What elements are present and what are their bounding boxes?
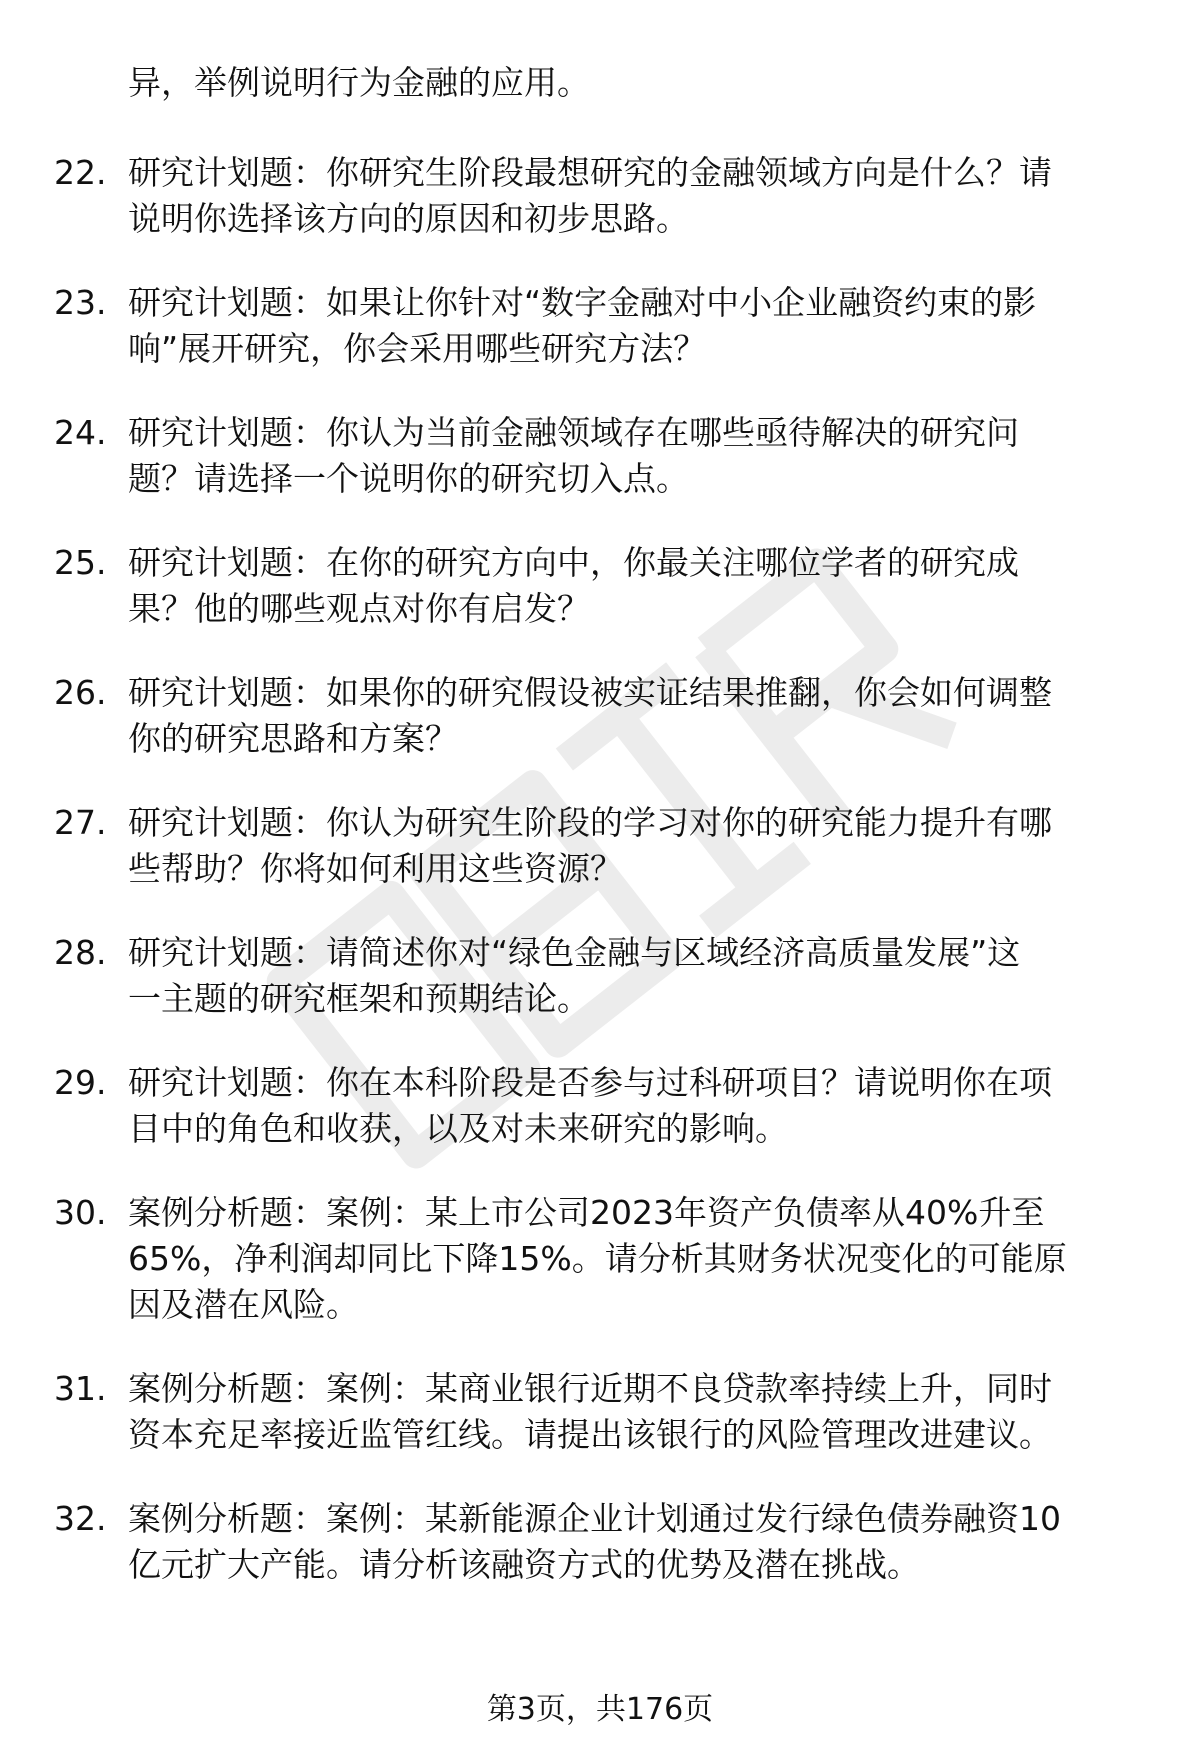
question-text [128, 930, 1138, 1022]
question-text [128, 1190, 1138, 1328]
question-item [0, 800, 1200, 892]
question-number: 25. [54, 543, 107, 582]
question-text-line: 因及潜在风险。 [128, 1285, 359, 1324]
question-item [0, 930, 1200, 1022]
question-text [128, 150, 1138, 242]
question-number: 27. [54, 803, 107, 842]
question-item [0, 1496, 1200, 1588]
question-number: 31. [54, 1369, 107, 1408]
question-text-line: 研究计划题：你在本科阶段是否参与过科研项目？请说明你在项 [128, 1063, 1052, 1102]
question-item [0, 410, 1200, 502]
question-text-line: 亿元扩大产能。请分析该融资方式的优势及潜在挑战。 [128, 1545, 920, 1584]
question-number: 26. [54, 673, 107, 712]
question-text-line: 研究计划题：如果让你针对“数字金融对中小企业融资约束的影 [128, 283, 1037, 322]
question-text-line: 你的研究思路和方案？ [128, 719, 458, 758]
question-text [128, 410, 1138, 502]
question-text-line: 案例分析题：案例：某新能源企业计划通过发行绿色债券融资10 [128, 1499, 1061, 1538]
question-text [128, 1060, 1138, 1152]
question-number: 28. [54, 933, 107, 972]
question-text-line: 资本充足率接近监管红线。请提出该银行的风险管理改进建议。 [128, 1415, 1052, 1454]
question-text-line: 65%，净利润却同比下降15%。请分析其财务状况变化的可能原 [128, 1239, 1067, 1278]
question-text [128, 280, 1138, 372]
question-text-line: 说明你选择该方向的原因和初步思路。 [128, 199, 689, 238]
question-item [0, 280, 1200, 372]
question-item [0, 1060, 1200, 1152]
question-item [0, 1366, 1200, 1458]
question-text [128, 540, 1138, 632]
question-item [0, 670, 1200, 762]
question-text-line: 响”展开研究，你会采用哪些研究方法？ [128, 329, 707, 368]
question-number: 22. [54, 153, 107, 192]
question-text-line: 研究计划题：你认为研究生阶段的学习对你的研究能力提升有哪 [128, 803, 1052, 842]
question-text-line: 研究计划题：在你的研究方向中，你最关注哪位学者的研究成 [128, 543, 1019, 582]
question-number: 30. [54, 1193, 107, 1232]
question-text [128, 800, 1138, 892]
question-item [0, 1190, 1200, 1328]
question-text-line: 题？请选择一个说明你的研究切入点。 [128, 459, 689, 498]
question-number: 29. [54, 1063, 107, 1102]
question-text-line: 研究计划题：如果你的研究假设被实证结果推翻，你会如何调整 [128, 673, 1052, 712]
question-item [0, 150, 1200, 242]
question-text-line: 目中的角色和收获，以及对未来研究的影响。 [128, 1109, 788, 1148]
question-text [128, 670, 1138, 762]
question-text [128, 1366, 1138, 1458]
question-text-line: 研究计划题：你研究生阶段最想研究的金融领域方向是什么？请 [128, 153, 1052, 192]
question-text-line: 案例分析题：案例：某上市公司2023年资产负债率从40%升至 [128, 1193, 1045, 1232]
question-text-line: 一主题的研究框架和预期结论。 [128, 979, 590, 1018]
question-text-line: 研究计划题：请简述你对“绿色金融与区域经济高质量发展”这 [128, 933, 1021, 972]
question-text-line: 些帮助？你将如何利用这些资源？ [128, 849, 623, 888]
question-number: 23. [54, 283, 107, 322]
continuation-text: 异，举例说明行为金融的应用。 [128, 63, 590, 102]
question-text [128, 1496, 1138, 1588]
question-text-line: 研究计划题：你认为当前金融领域存在哪些亟待解决的研究问 [128, 413, 1019, 452]
question-item [0, 540, 1200, 632]
question-number: 32. [54, 1499, 107, 1538]
question-number: 24. [54, 413, 107, 452]
question-text-line: 果？他的哪些观点对你有启发？ [128, 589, 590, 628]
question-list [0, 150, 1200, 1626]
page-footer: 第3页，共176页 [486, 1692, 714, 1727]
question-text-line: 案例分析题：案例：某商业银行近期不良贷款率持续上升，同时 [128, 1369, 1052, 1408]
